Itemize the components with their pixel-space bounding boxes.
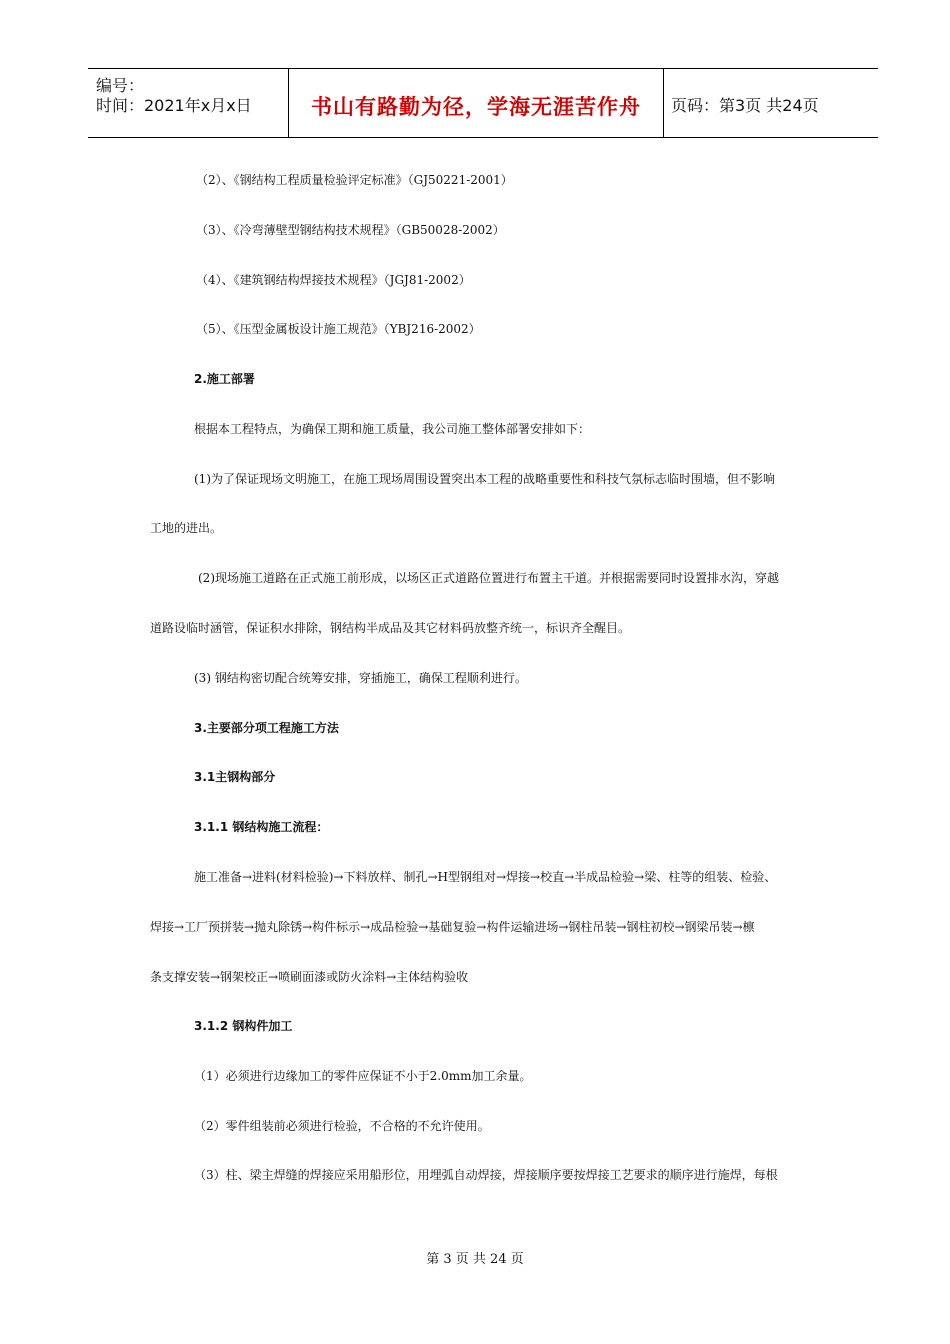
section-heading-3-1: 3.1主钢构部分: [194, 770, 276, 784]
paragraph-text: 条支撑安装→钢架校正→喷刷面漆或防火涂料→主体结构验收: [150, 970, 469, 984]
document-time-label: 时间：2021年x月x日: [96, 96, 252, 115]
page-footer: 第 3 页 共 24 页: [426, 1252, 524, 1267]
header-slogan-cell: [288, 69, 664, 137]
paragraph-text: (2)现场施工道路在正式施工前形成，以场区正式道路位置进行布置主干道。并根据需要同时设置排水沟，穿越: [198, 571, 780, 585]
header-slogan: 书山有路勤为径，学海无涯苦作舟: [311, 95, 641, 119]
header-page-cell: [663, 69, 878, 137]
paragraph-text: 根据本工程特点，为确保工期和施工质量，我公司施工整体部署安排如下：: [194, 422, 591, 436]
paragraph-text: 道路设临时涵管，保证积水排除，钢结构半成品及其它材料码放整齐统一，标识齐全醒目。: [150, 621, 631, 635]
paragraph-text: (1)为了保证现场文明施工，在施工现场周围设置突出本工程的战略重要性和科技气氛标志临时围墙，但不影响: [194, 472, 776, 486]
reference-item-4: （4）、《建筑钢结构焊接技术规程》（JGJ81-2002）: [196, 273, 471, 287]
section-heading-3: 3.主要部分项工程施工方法: [194, 721, 339, 735]
header-page-label: 页码：第3页 共24页: [671, 96, 819, 115]
list-item: （1）必须进行边缘加工的零件应保证不小于2.0mm加工余量。: [194, 1069, 532, 1083]
section-heading-3-1-2: 3.1.2 钢构件加工: [194, 1019, 293, 1033]
header-meta-cell: [88, 69, 288, 137]
page-header: [88, 68, 878, 138]
list-item: （3）柱、梁主焊缝的焊接应采用船形位，用埋弧自动焊接，焊接顺序要按焊接工艺要求的顺序进行施焊，每根: [194, 1168, 778, 1182]
section-heading-2: 2.施工部署: [194, 372, 255, 386]
paragraph-text: 工地的进出。: [150, 521, 223, 535]
paragraph-text: (3) 钢结构密切配合统筹安排，穿插施工，确保工程顺利进行。: [194, 671, 527, 685]
reference-item-2: （2）、《钢结构工程质量检验评定标准》（GJ50221-2001）: [196, 173, 513, 187]
list-item: （2）零件组装前必须进行检验，不合格的不允许使用。: [194, 1119, 490, 1133]
paragraph-text: 焊接→工厂预拼装→抛丸除锈→构件标示→成品检验→基础复验→构件运输进场→钢柱吊装→钢柱初校→钢梁吊装→檩: [150, 920, 755, 934]
document-number-label: 编号：: [96, 76, 145, 95]
reference-item-5: （5）、《压型金属板设计施工规范》（YBJ216-2002）: [196, 322, 481, 336]
paragraph-text: 施工准备→进料(材料检验)→下料放样、制孔→H型钢组对→焊接→校直→半成品检验→梁、柱等的组装、检验、: [194, 870, 777, 884]
reference-item-3: （3）、《冷弯薄壁型钢结构技术规程》（GB50028-2002）: [196, 223, 505, 237]
section-heading-3-1-1: 3.1.1 钢结构施工流程：: [194, 820, 329, 834]
